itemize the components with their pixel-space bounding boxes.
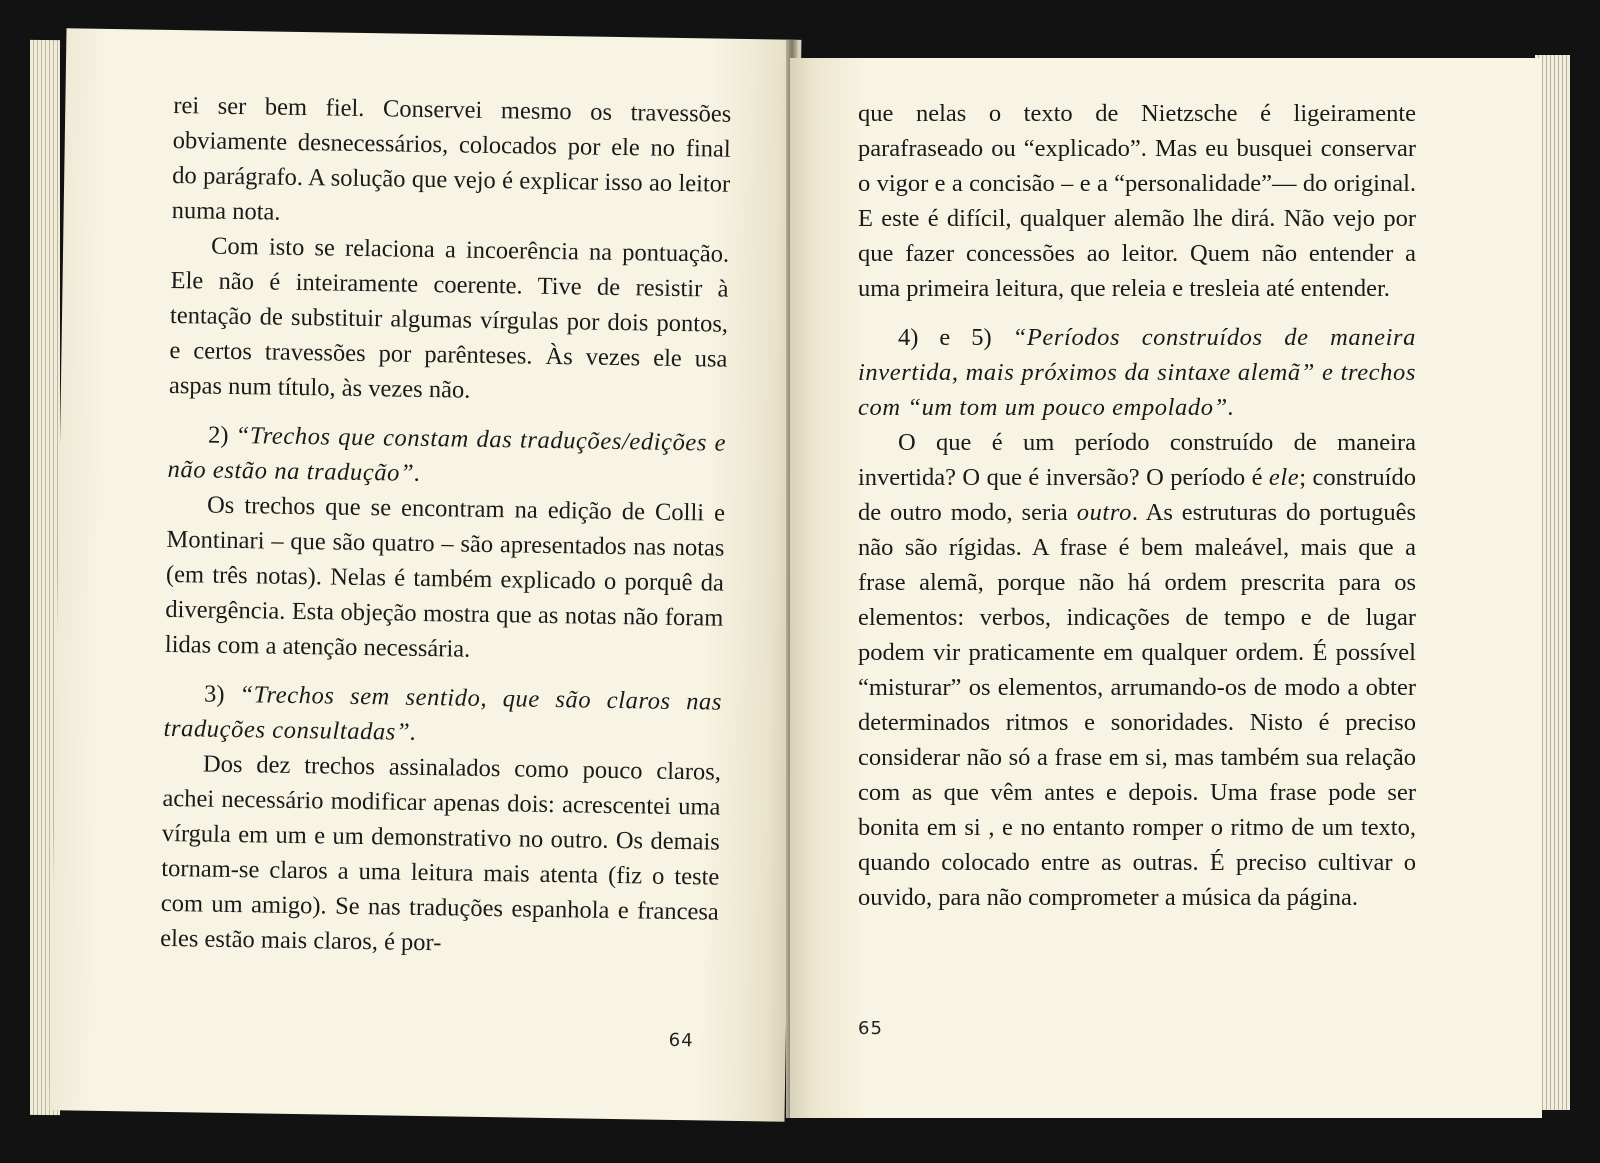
italic-text: ele [1268,464,1300,491]
text-run: Com isto se relaciona a incoerência na pontuação. Ele não é inteiramente coerente. Tive de resistir à tentação de substituir algumas vírgulas por dois pontos, e certos travessões por parênteses. Às vezes ele usa aspas num título, às vezes não. [168,232,730,404]
text-run: . As estruturas do português não são rígidas. A frase é bem maleável, mais que a frase alemã, porque não há ordem prescrita para os elementos: verbos, indicações de tempo e de lugar podem vir praticamente em qualquer ordem. É possível “misturar” os elementos, arrumando-os de modo a obter determinados ritmos e sonoridades. Nisto é preciso considerar não só a frase em si, mas também sua relação com as que vêm antes e depois. Uma frase pode ser bonita em si , e no entanto romper o ritmo de um texto, quando colocado entre as outras. É preciso cultivar o ouvido, para não comprometer a música da página. [858,499,1416,911]
italic-text: “Períodos construídos de maneira invertida, mais próximos da sintaxe alemã” e trechos com “um tom um pouco empolado”. [858,324,1416,421]
italic-text: outro [1076,499,1132,526]
italic-text: “Trechos sem sentido, que são claros nas traduções consultadas”. [163,681,723,746]
paragraph [858,320,1416,425]
text-run: O que é um período construído de maneira invertida? O que é inversão? O período é [858,429,1416,491]
left-page [50,28,802,1121]
paragraph [169,228,730,412]
text-run: ; construído de outro modo, seria [858,464,1416,526]
right-page [790,58,1542,1118]
paragraph [858,425,1416,915]
paragraph [171,88,731,237]
paragraph [165,487,726,671]
paragraph [163,676,722,755]
italic-text: “Trechos que constam das traduções/edições e não estão na tradução”. [167,422,727,487]
text-run: Os trechos que se encontram na edição de Colli e Montinari – que são quatro – são apresentados nas notas (em três notas). Nelas é também explicado o porquê da divergência. Esta objeção mostra que as notas não foram lidas com a atenção necessária. [164,491,726,663]
text-run: que nelas o texto de Nietzsche é ligeiramente parafraseado ou “explicado”. Mas eu busquei conservar o vigor e a concisão – e a “personalidade”— do original. E este é difícil, qualquer alemão lhe dirá. Não vejo por que fazer concessões ao leitor. Quem não entender a uma primeira leitura, que releia e tresleia até entender. [858,100,1416,302]
page-number-right: 65 [858,1018,883,1039]
right-page-text [858,96,1416,915]
paragraph [167,417,726,496]
text-run: 2) [207,421,236,449]
page-number-left: 64 [668,1029,694,1052]
text-run: rei ser bem fiel. Conservei mesmo os travessões obviamente desnecessários, colocados por ele no final do parágrafo. A solução que vejo é explicar isso ao leitor numa nota. [171,91,732,226]
left-page-text [160,88,732,965]
text-run: 3) [203,680,240,709]
paragraph [858,96,1416,306]
text-run: Dos dez trechos assinalados como pouco claros, achei necessário modificar apenas dois: acrescentei uma vírgula em um e um demonstrativo no outro. Os demais tornam-se claros a uma leitura mais atenta (fiz o teste com um amigo). Se nas traduções espanhola e francesa eles estão mais claros, é por- [160,750,722,957]
text-run: 4) e 5) [898,324,1013,351]
paragraph [160,746,721,965]
